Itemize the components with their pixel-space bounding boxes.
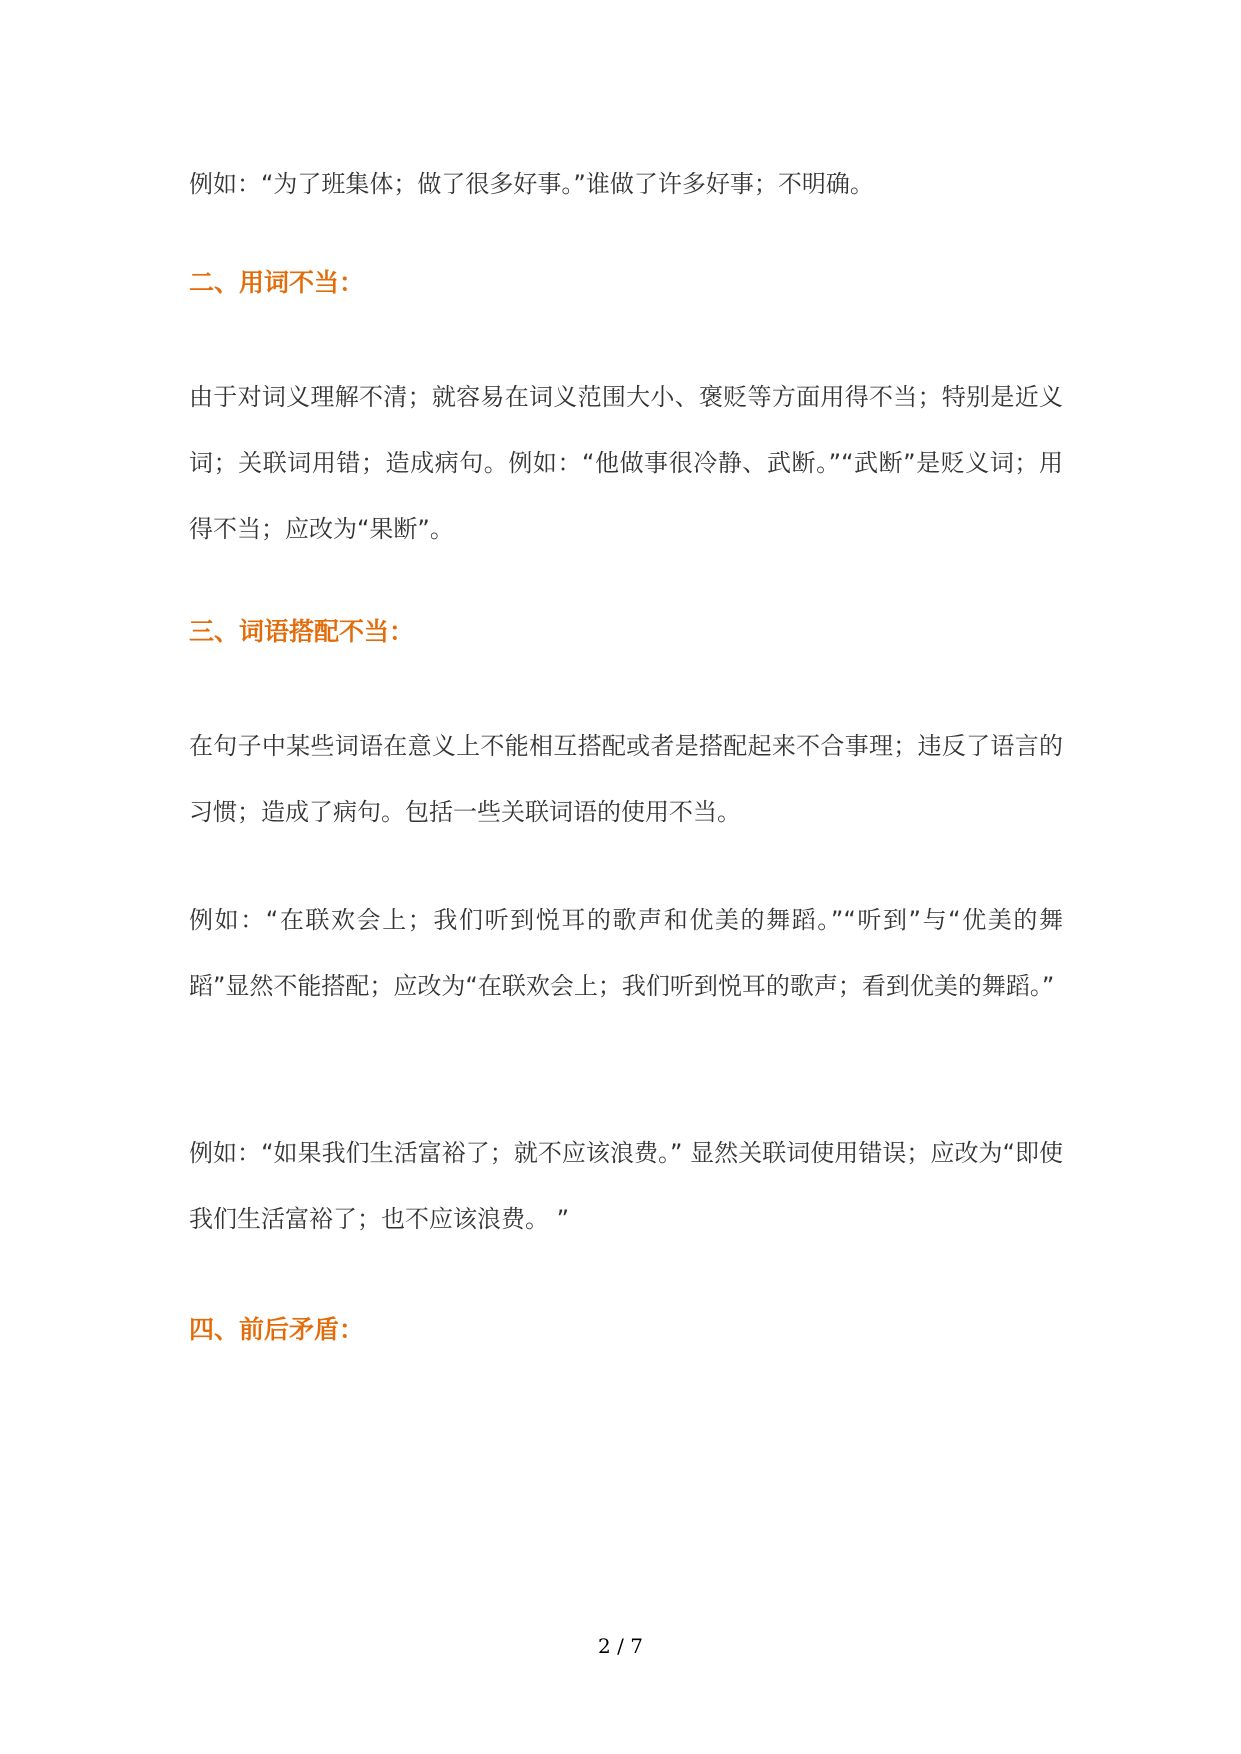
paragraph-text: 由于对词义理解不清；就容易在词义范围大小、褒贬等方面用得不当；特别是近义词；关联词用错；造成病句。例如：“他做事很冷静、武断。”“武断”是贬义词；用得不当；应改为“果断”。 bbox=[189, 383, 1063, 543]
paragraph-word-misuse bbox=[189, 364, 1063, 562]
paragraph-text: 在句子中某些词语在意义上不能相互搭配或者是搭配起来不合事理；违反了语言的习惯；造成了病句。包括一些关联词语的使用不当。 bbox=[189, 732, 1063, 826]
section-heading-2 bbox=[189, 263, 1063, 303]
paragraph-collocation bbox=[189, 713, 1063, 845]
page-number: 2 / 7 bbox=[598, 1634, 643, 1658]
section-heading-3 bbox=[189, 612, 1063, 652]
heading-text: 四、前后矛盾： bbox=[189, 1315, 365, 1344]
paragraph-text: 例如：“如果我们生活富裕了；就不应该浪费。” 显然关联词使用错误；应改为“即使我们生活富裕了；也不应该浪费。 ” bbox=[189, 1139, 1063, 1233]
paragraph-example-2 bbox=[189, 887, 1063, 1019]
paragraph-text: 例如：“为了班集体；做了很多好事。”谁做了许多好事；不明确。 bbox=[189, 170, 874, 198]
heading-text: 二、用词不当： bbox=[189, 268, 365, 297]
paragraph-example-1 bbox=[189, 151, 1063, 217]
paragraph-example-3 bbox=[189, 1120, 1063, 1252]
heading-text: 三、词语搭配不当： bbox=[189, 617, 415, 646]
paragraph-text: 例如：“在联欢会上；我们听到悦耳的歌声和优美的舞蹈。”“听到”与“优美的舞蹈”显然不能搭配；应改为“在联欢会上；我们听到悦耳的歌声；看到优美的舞蹈。” bbox=[189, 906, 1063, 1000]
section-heading-4 bbox=[189, 1310, 1063, 1350]
